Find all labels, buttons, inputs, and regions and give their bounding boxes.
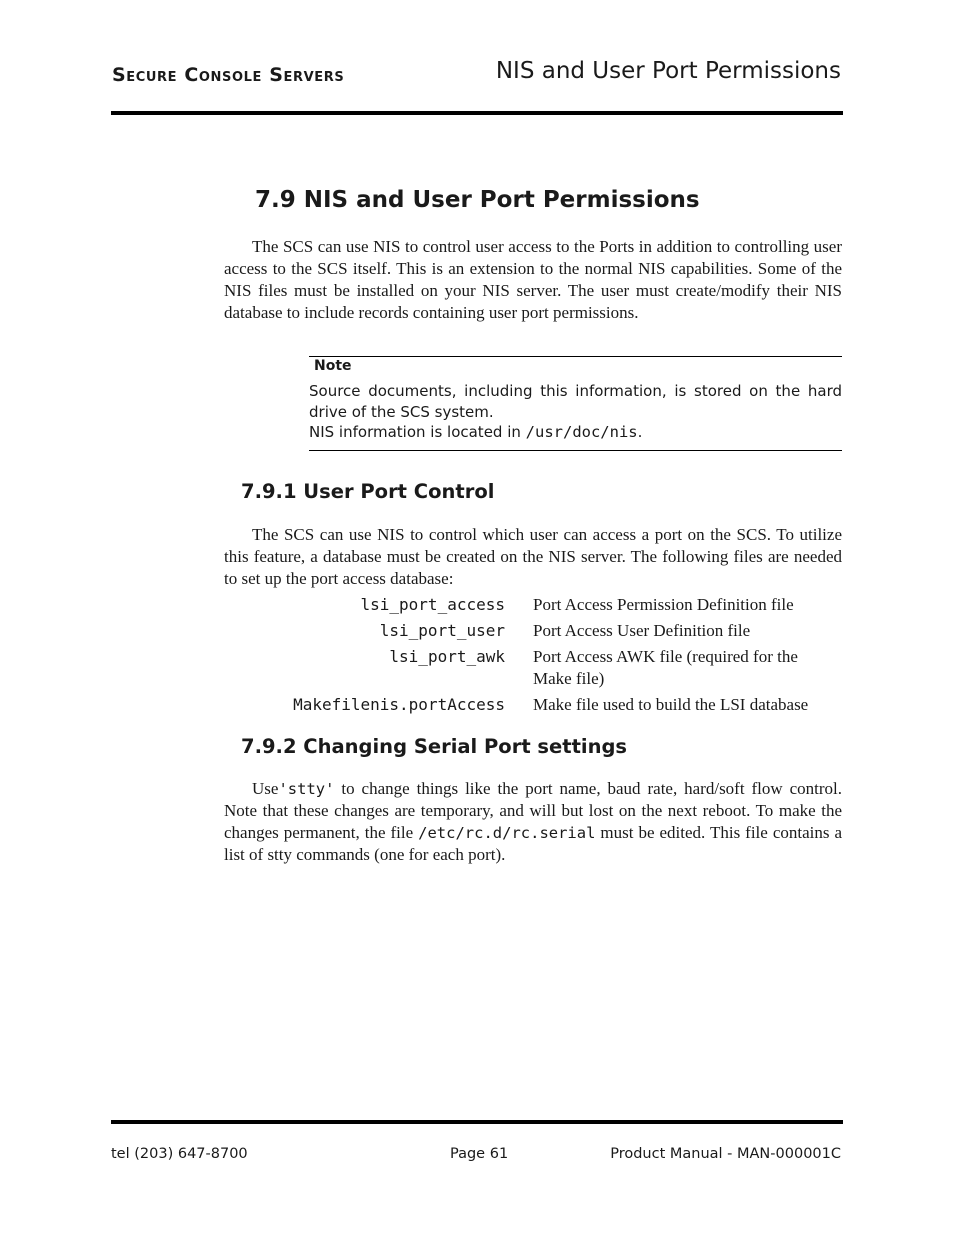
subsection2-paragraph <box>224 778 842 866</box>
section-title: 7.9 NIS and User Port Permissions <box>255 187 700 213</box>
footer-page-number: Page 61 <box>450 1146 509 1162</box>
file-row <box>224 694 842 716</box>
subsection2-end: must be edited. This file contains a list of stty commands (one for each port). <box>224 823 842 864</box>
subsection-title-user-port-control: 7.9.1 User Port Control <box>241 480 495 503</box>
note-path: /usr/doc/nis <box>525 423 638 441</box>
file-name: Makefilenis.portAccess <box>293 695 505 714</box>
note-line-2-suffix: . <box>637 423 643 441</box>
running-header-left: Secure Console Servers <box>112 64 345 86</box>
section-intro <box>224 236 842 324</box>
file-desc: Port Access User Definition file <box>533 621 751 640</box>
file-list <box>224 594 842 720</box>
file-name: lsi_port_access <box>360 595 505 614</box>
stty-code: 'stty' <box>278 780 335 798</box>
note-bottom-rule <box>309 450 842 451</box>
file-desc: Port Access Permission Definition file <box>533 595 794 614</box>
footer-phone: tel (203) 647-8700 <box>111 1146 248 1162</box>
file-row <box>224 594 842 616</box>
note-line-2-prefix: NIS information is located in <box>309 423 526 441</box>
footer-rule <box>111 1120 843 1124</box>
note-body <box>309 381 842 443</box>
file-desc: Make file used to build the LSI database <box>533 695 809 714</box>
note-title: Note <box>314 358 352 374</box>
subsection1-intro-text: The SCS can use NIS to control which user can access a port on the SCS. To utilize this feature, a database must be created on the NIS server. The following files are needed to set up the port access database: <box>224 525 842 588</box>
rc-serial-path: /etc/rc.d/rc.serial <box>418 824 596 842</box>
file-row <box>224 646 842 690</box>
subsection1-intro <box>224 524 842 590</box>
subsection2-use: Use <box>252 779 279 798</box>
file-name: lsi_port_user <box>379 621 505 640</box>
note-line-2 <box>309 422 842 443</box>
file-row <box>224 620 842 642</box>
section-intro-text: The SCS can use NIS to control user access to the Ports in addition to controlling user access to the SCS itself. This is an extension to the normal NIS capabilities. Some of the NIS files must be installed on your NIS server. The user must create/modify their NIS database to include records containing user port permissions. <box>224 237 842 322</box>
note-top-rule <box>309 356 842 357</box>
file-name: lsi_port_awk <box>389 647 505 666</box>
subsection2-mid: to change things like the port name, baud rate, hard/soft flow control. Note that these changes are temporary, and will but lost on the next reboot. To make the changes permanent, the file <box>224 779 842 842</box>
note-line-1: Source documents, including this information, is stored on the hard drive of the SCS system. <box>309 382 842 421</box>
header-rule <box>111 111 843 115</box>
subsection-title-serial-port-settings: 7.9.2 Changing Serial Port settings <box>241 735 628 758</box>
running-header-right: NIS and User Port Permissions <box>495 58 841 84</box>
file-desc: Port Access AWK file (required for the Make file) <box>533 647 798 688</box>
footer-manual-id: Product Manual - MAN-000001C <box>610 1146 841 1162</box>
